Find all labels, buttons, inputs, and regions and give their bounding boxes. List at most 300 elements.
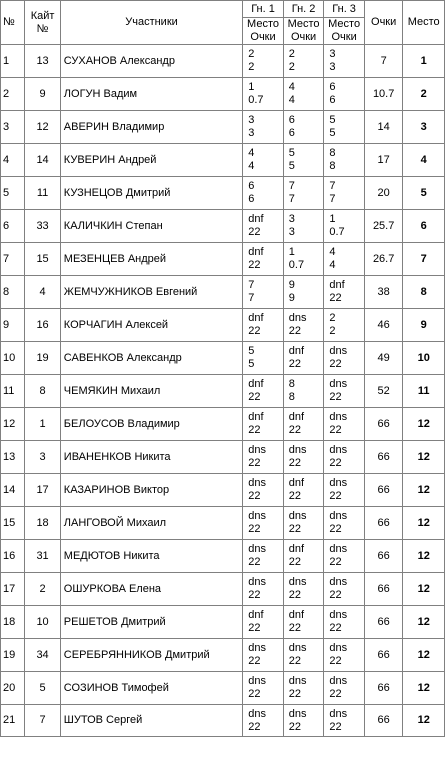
final-place: 12: [403, 573, 445, 606]
race-place: 3: [248, 114, 255, 126]
race-place: 8: [329, 147, 336, 159]
race-points: 22: [248, 720, 261, 733]
race-place: dns: [329, 411, 348, 423]
race-points: 22: [248, 424, 261, 436]
race-points: 6: [288, 127, 295, 139]
race-1-result: [243, 276, 284, 309]
race-place: dns: [248, 707, 266, 720]
race-points: 22: [329, 556, 342, 568]
total-points: 20: [364, 177, 403, 210]
race-points: 22: [248, 523, 261, 535]
total-points: 66: [364, 672, 403, 705]
total-points: 46: [364, 309, 403, 342]
row-number: 7: [1, 243, 25, 276]
row-number: 18: [1, 606, 25, 639]
race-points: 22: [329, 424, 342, 436]
total-points: 66: [364, 705, 403, 737]
race-points: 22: [248, 259, 261, 271]
row-number: 5: [1, 177, 25, 210]
race-1-result: [243, 375, 284, 408]
sail-number: 9: [25, 78, 60, 111]
race-points: 22: [248, 226, 261, 238]
race-place: 5: [248, 345, 255, 357]
participant-name: КАЗАРИНОВ Виктор: [60, 474, 242, 507]
total-points: 66: [364, 507, 403, 540]
header-race-1-sub: [243, 18, 284, 45]
row-number: 6: [1, 210, 25, 243]
row-number: 9: [1, 309, 25, 342]
sail-number: 4: [25, 276, 60, 309]
race-2-result: [283, 45, 324, 78]
race-3-result: [324, 243, 365, 276]
race-place: dns: [248, 642, 266, 654]
race-1-result: [243, 177, 284, 210]
race-points: 8: [288, 391, 295, 403]
final-place: 6: [403, 210, 445, 243]
sail-number: 13: [25, 45, 60, 78]
total-points: 17: [364, 144, 403, 177]
race-place: 1: [248, 81, 255, 93]
race-3-result: [324, 540, 365, 573]
table-row: [1, 309, 445, 342]
race-place: 9: [288, 279, 295, 291]
race-points: 2: [288, 61, 295, 73]
total-points: 66: [364, 606, 403, 639]
race-points: 22: [329, 655, 342, 667]
total-points: 66: [364, 408, 403, 441]
participant-name: БЕЛОУСОВ Владимир: [60, 408, 242, 441]
final-place: 12: [403, 408, 445, 441]
race-3-result: [324, 45, 365, 78]
race-place: dnf: [248, 411, 264, 423]
final-place: 2: [403, 78, 445, 111]
race-3-result: [324, 111, 365, 144]
race-1-result: [243, 573, 284, 606]
race-points: 22: [288, 325, 302, 337]
race-place: dnf: [288, 543, 305, 555]
race-1-result: [243, 210, 284, 243]
header-race-3-place: Место: [328, 18, 361, 30]
final-place: 12: [403, 672, 445, 705]
race-2-result: [283, 309, 324, 342]
race-points: 0.7: [288, 259, 305, 271]
results-body: [1, 45, 445, 737]
participant-name: КУВЕРИН Андрей: [60, 144, 242, 177]
table-row: [1, 243, 445, 276]
sail-number: 15: [25, 243, 60, 276]
race-points: 22: [248, 556, 261, 568]
race-points: 22: [248, 655, 261, 667]
final-place: 1: [403, 45, 445, 78]
header-row: [1, 1, 445, 18]
race-points: 6: [248, 193, 255, 205]
table-row: [1, 177, 445, 210]
race-points: 22: [288, 655, 302, 667]
table-row: [1, 144, 445, 177]
participant-name: МЕЗЕНЦЕВ Андрей: [60, 243, 242, 276]
race-place: dnf: [248, 213, 264, 225]
race-points: 22: [248, 490, 261, 502]
race-points: 22: [248, 391, 261, 403]
participant-name: КУЗНЕЦОВ Дмитрий: [60, 177, 242, 210]
race-place: 6: [288, 114, 295, 126]
race-place: 4: [329, 246, 336, 258]
race-1-result: [243, 606, 284, 639]
race-1-result: [243, 144, 284, 177]
race-place: dns: [288, 642, 307, 654]
table-row: [1, 606, 445, 639]
table-row: [1, 672, 445, 705]
row-number: 1: [1, 45, 25, 78]
table-row: [1, 375, 445, 408]
race-points: 4: [248, 160, 255, 172]
header-race-3-points: Очки: [331, 31, 357, 43]
race-place: 4: [248, 147, 255, 159]
table-row: [1, 705, 445, 737]
table-row: [1, 276, 445, 309]
race-3-result: [324, 177, 365, 210]
race-2-result: [283, 474, 324, 507]
race-3-result: [324, 474, 365, 507]
race-place: 3: [288, 213, 295, 225]
participant-name: ИВАНЕНКОВ Никита: [60, 441, 242, 474]
table-row: [1, 507, 445, 540]
row-number: 14: [1, 474, 25, 507]
header-race-3-sub: [324, 18, 365, 45]
race-points: 2: [248, 61, 255, 73]
sail-number: 8: [25, 375, 60, 408]
race-points: 5: [329, 127, 336, 139]
final-place: 4: [403, 144, 445, 177]
race-place: dns: [329, 675, 348, 687]
race-points: 22: [248, 325, 261, 337]
row-number: 21: [1, 705, 25, 737]
race-place: 1: [329, 213, 336, 225]
total-points: 66: [364, 573, 403, 606]
race-place: dns: [329, 543, 348, 555]
race-3-result: [324, 342, 365, 375]
total-points: 38: [364, 276, 403, 309]
race-place: dns: [288, 444, 307, 456]
race-place: dns: [329, 609, 348, 621]
row-number: 20: [1, 672, 25, 705]
table-row: [1, 210, 445, 243]
race-place: dnf: [288, 411, 305, 423]
race-3-result: [324, 573, 365, 606]
participant-name: КОРЧАГИН Алексей: [60, 309, 242, 342]
table-row: [1, 573, 445, 606]
total-points: 26.7: [364, 243, 403, 276]
row-number: 8: [1, 276, 25, 309]
race-2-result: [283, 78, 324, 111]
header-race-1-points: Очки: [250, 31, 276, 43]
race-place: 4: [288, 81, 295, 93]
total-points: 52: [364, 375, 403, 408]
sail-number: 34: [25, 639, 60, 672]
total-points: 10.7: [364, 78, 403, 111]
sail-number: 1: [25, 408, 60, 441]
final-place: 10: [403, 342, 445, 375]
race-1-result: [243, 540, 284, 573]
participant-name: ЧЕМЯКИН Михаил: [60, 375, 242, 408]
race-place: dns: [288, 576, 307, 588]
race-2-result: [283, 705, 324, 737]
race-3-result: [324, 705, 365, 737]
row-number: 12: [1, 408, 25, 441]
participant-name: МЕДЮТОВ Никита: [60, 540, 242, 573]
race-place: dnf: [288, 345, 305, 357]
race-points: 7: [329, 193, 336, 205]
race-points: 22: [329, 589, 342, 601]
race-points: 5: [288, 160, 295, 172]
race-1-result: [243, 672, 284, 705]
header-race-2-place: Место: [287, 18, 320, 30]
race-place: 2: [288, 48, 295, 60]
race-2-result: [283, 111, 324, 144]
race-points: 22: [329, 391, 342, 403]
table-row: [1, 441, 445, 474]
final-place: 12: [403, 507, 445, 540]
race-points: 3: [288, 226, 295, 238]
total-points: 66: [364, 474, 403, 507]
race-2-result: [283, 210, 324, 243]
race-1-result: [243, 342, 284, 375]
row-number: 11: [1, 375, 25, 408]
row-number: 15: [1, 507, 25, 540]
row-number: 19: [1, 639, 25, 672]
race-points: 3: [248, 127, 255, 139]
table-row: [1, 540, 445, 573]
race-points: 22: [288, 523, 302, 535]
sail-number: 7: [25, 705, 60, 737]
row-number: 16: [1, 540, 25, 573]
race-2-result: [283, 144, 324, 177]
table-row: [1, 342, 445, 375]
race-3-result: [324, 276, 365, 309]
race-1-result: [243, 705, 284, 737]
table-row: [1, 408, 445, 441]
final-place: 12: [403, 474, 445, 507]
race-points: 22: [329, 292, 342, 304]
race-3-result: [324, 672, 365, 705]
race-place: dns: [248, 444, 266, 456]
final-place: 12: [403, 606, 445, 639]
race-3-result: [324, 309, 365, 342]
race-3-result: [324, 606, 365, 639]
table-row: [1, 474, 445, 507]
race-points: 9: [288, 292, 295, 304]
race-2-result: [283, 573, 324, 606]
race-3-result: [324, 144, 365, 177]
race-points: 4: [329, 259, 336, 271]
race-2-result: [283, 342, 324, 375]
final-place: 12: [403, 705, 445, 737]
race-1-result: [243, 507, 284, 540]
race-2-result: [283, 507, 324, 540]
participant-name: ШУТОВ Сергей: [60, 705, 242, 737]
participant-name: ЛОГУН Вадим: [60, 78, 242, 111]
participant-name: РЕШЕТОВ Дмитрий: [60, 606, 242, 639]
row-number: 2: [1, 78, 25, 111]
race-place: 7: [248, 279, 255, 291]
race-points: 22: [329, 523, 342, 535]
race-2-result: [283, 177, 324, 210]
race-place: dns: [329, 510, 348, 522]
race-points: 22: [329, 358, 342, 370]
header-place: Место: [403, 1, 445, 45]
race-points: 22: [329, 720, 342, 733]
race-2-result: [283, 441, 324, 474]
race-place: dns: [329, 378, 348, 390]
race-place: 5: [288, 147, 295, 159]
race-1-result: [243, 309, 284, 342]
final-place: 12: [403, 639, 445, 672]
header-race-1: Гн. 1: [243, 1, 284, 18]
participant-name: СЕРЕБРЯННИКОВ Дмитрий: [60, 639, 242, 672]
row-number: 13: [1, 441, 25, 474]
header-race-2: Гн. 2: [283, 1, 324, 18]
race-2-result: [283, 639, 324, 672]
race-points: 22: [248, 457, 261, 469]
race-place: dns: [329, 477, 348, 489]
sail-number: 2: [25, 573, 60, 606]
final-place: 12: [403, 540, 445, 573]
race-points: 22: [288, 457, 302, 469]
row-number: 10: [1, 342, 25, 375]
header-sail-line2: №: [36, 22, 49, 35]
race-3-result: [324, 78, 365, 111]
total-points: 66: [364, 540, 403, 573]
race-place: 3: [329, 48, 336, 60]
sail-number: 12: [25, 111, 60, 144]
total-points: 66: [364, 441, 403, 474]
sail-number: 14: [25, 144, 60, 177]
sail-number: 19: [25, 342, 60, 375]
race-points: 6: [329, 94, 336, 106]
participant-name: САВЕНКОВ Александр: [60, 342, 242, 375]
race-2-result: [283, 243, 324, 276]
race-place: dnf: [248, 609, 264, 621]
race-1-result: [243, 441, 284, 474]
race-place: dnf: [248, 312, 264, 324]
race-points: 22: [288, 556, 302, 568]
race-place: dns: [329, 707, 348, 720]
race-place: 2: [329, 312, 336, 324]
header-no: №: [1, 1, 25, 45]
race-place: dnf: [248, 246, 264, 258]
race-points: 22: [329, 457, 342, 469]
race-1-result: [243, 408, 284, 441]
race-3-result: [324, 507, 365, 540]
race-3-result: [324, 408, 365, 441]
race-place: dnf: [288, 609, 305, 621]
sail-number: 33: [25, 210, 60, 243]
row-number: 17: [1, 573, 25, 606]
participant-name: ЛАНГОВОЙ Михаил: [60, 507, 242, 540]
race-place: dns: [288, 675, 307, 687]
race-points: 2: [329, 325, 336, 337]
race-place: dnf: [329, 279, 345, 291]
race-points: 22: [288, 720, 302, 733]
race-place: dns: [248, 576, 266, 588]
race-3-result: [324, 375, 365, 408]
header-points: Очки: [364, 1, 403, 45]
race-place: 5: [329, 114, 336, 126]
final-place: 12: [403, 441, 445, 474]
final-place: 5: [403, 177, 445, 210]
header-participants: Участники: [60, 1, 242, 45]
race-1-result: [243, 111, 284, 144]
participant-name: ОШУРКОВА Елена: [60, 573, 242, 606]
race-place: dns: [329, 345, 348, 357]
race-3-result: [324, 639, 365, 672]
race-points: 22: [248, 688, 261, 700]
race-place: dns: [248, 477, 266, 489]
race-1-result: [243, 474, 284, 507]
race-place: dns: [248, 543, 266, 555]
participant-name: СОЗИНОВ Тимофей: [60, 672, 242, 705]
race-place: dns: [288, 707, 307, 720]
participant-name: СУХАНОВ Александр: [60, 45, 242, 78]
table-row: [1, 45, 445, 78]
race-2-result: [283, 672, 324, 705]
race-place: dns: [329, 576, 348, 588]
race-points: 5: [248, 358, 255, 370]
race-2-result: [283, 375, 324, 408]
race-3-result: [324, 441, 365, 474]
race-points: 22: [329, 490, 342, 502]
final-place: 7: [403, 243, 445, 276]
race-place: 7: [288, 180, 295, 192]
race-points: 22: [248, 589, 261, 601]
header-race-2-points: Очки: [290, 31, 317, 43]
final-place: 11: [403, 375, 445, 408]
sail-number: 16: [25, 309, 60, 342]
race-place: 1: [288, 246, 295, 258]
race-points: 22: [288, 358, 302, 370]
participant-name: КАЛИЧКИН Степан: [60, 210, 242, 243]
race-points: 0.7: [248, 94, 264, 106]
race-points: 22: [288, 589, 302, 601]
race-points: 22: [329, 688, 342, 700]
table-row: [1, 78, 445, 111]
total-points: 14: [364, 111, 403, 144]
race-place: dns: [288, 312, 307, 324]
race-place: dns: [248, 510, 266, 522]
sail-number: 5: [25, 672, 60, 705]
total-points: 66: [364, 639, 403, 672]
race-place: 6: [329, 81, 336, 93]
race-place: dns: [329, 444, 348, 456]
sail-number: 10: [25, 606, 60, 639]
total-points: 25.7: [364, 210, 403, 243]
race-place: 7: [329, 180, 336, 192]
race-2-result: [283, 606, 324, 639]
header-race-2-sub: [283, 18, 324, 45]
race-place: dns: [288, 510, 307, 522]
race-points: 0.7: [329, 226, 345, 238]
sail-number: 3: [25, 441, 60, 474]
race-points: 7: [288, 193, 295, 205]
race-place: 8: [288, 378, 295, 390]
race-points: 22: [288, 490, 302, 502]
race-points: 22: [288, 622, 302, 634]
race-points: 4: [288, 94, 295, 106]
race-1-result: [243, 78, 284, 111]
race-1-result: [243, 45, 284, 78]
race-place: dns: [248, 675, 266, 687]
race-place: dnf: [248, 378, 264, 390]
